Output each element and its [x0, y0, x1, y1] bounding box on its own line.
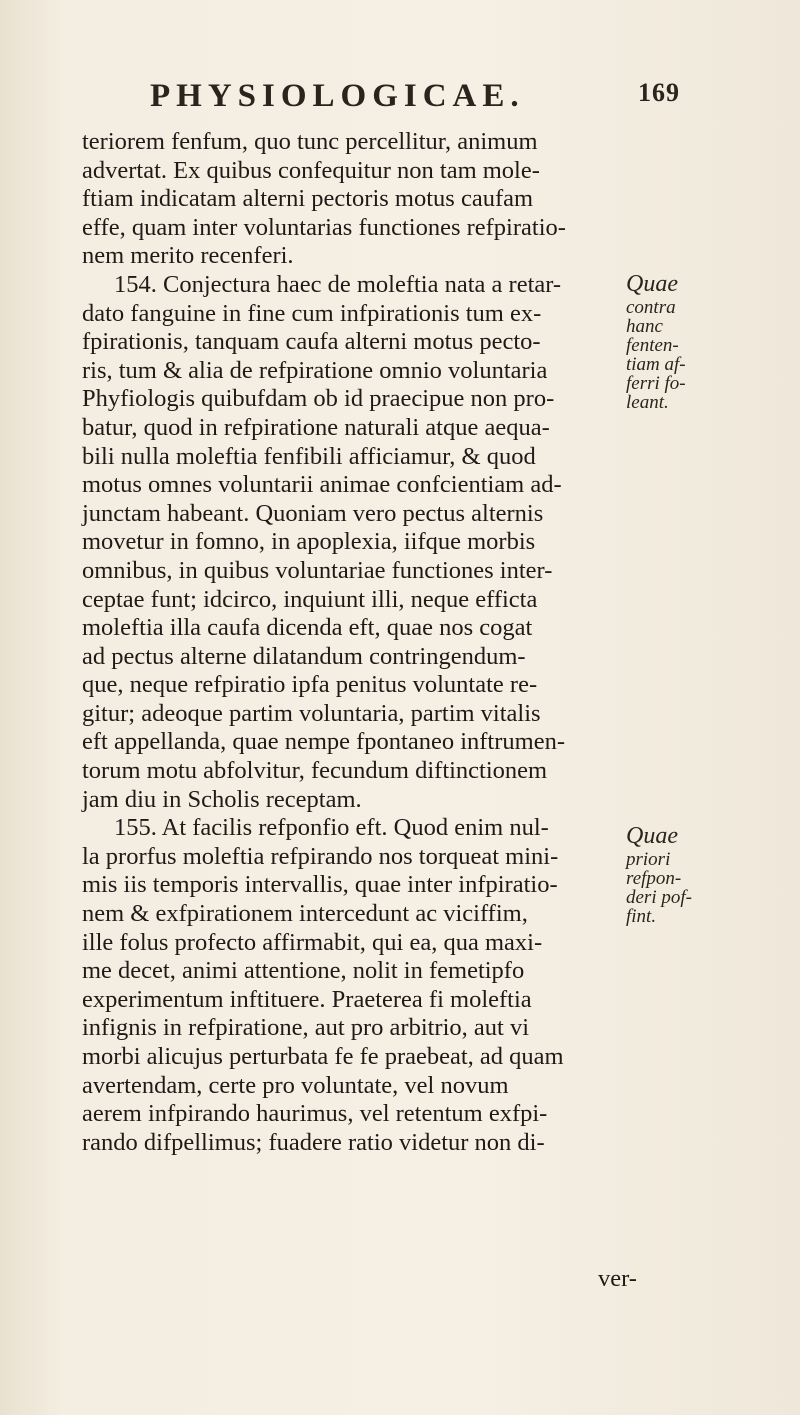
page-number: 169	[638, 78, 680, 107]
running-header	[150, 78, 680, 115]
margin-note-line: Quae	[626, 271, 678, 297]
text-line: eft appellanda, quae nempe fpontaneo inftrumen-	[82, 728, 565, 756]
margin-note-line: hanc	[626, 316, 663, 337]
text-line: gitur; adeoque partim voluntaria, partim vitalis	[82, 699, 541, 727]
margin-note-line: fenten-	[626, 335, 679, 356]
margin-note-line: tiam af-	[626, 354, 686, 375]
text-line: nem & exfpirationem intercedunt ac viciffim,	[82, 900, 528, 928]
text-line: me decet, animi attentione, nolit in femetipfo	[82, 957, 525, 985]
text-line: torum motu abfolvitur, fecundum diftinctionem	[82, 757, 548, 785]
text-line: experimentum inftituere. Praeterea fi moleftia	[82, 985, 532, 1013]
margin-note-line: Quae	[626, 823, 678, 849]
text-line: morbi alicujus perturbata fe fe praebeat, ad quam	[82, 1043, 564, 1070]
text-line: avertendam, certe pro voluntate, vel novum	[82, 1071, 509, 1099]
margin-note-1	[626, 270, 746, 412]
text-line: la prorfus moleftia refpirando nos torqueat mini-	[82, 842, 559, 870]
text-line: 155. At facilis refponfio eft. Quod enim nul-	[114, 814, 549, 842]
text-line: infignis in refpiratione, aut pro arbitrio, aut vi	[82, 1014, 530, 1042]
text-line: aerem infpirando haurimus, vel retentum exfpi-	[82, 1100, 548, 1128]
main-text	[82, 128, 622, 1157]
text-line: advertat. Ex quibus confequitur non tam mole-	[82, 156, 540, 184]
text-line: ceptae funt; idcirco, inquiunt illi, neque efficta	[82, 585, 538, 613]
text-line: ille folus profecto affirmabit, qui ea, qua maxi-	[82, 928, 543, 956]
text-line: 154. Conjectura haec de moleftia nata a retar-	[114, 270, 562, 298]
text-line: moleftia illa caufa dicenda eft, quae nos cogat	[82, 614, 533, 642]
text-line: nem merito recenferi.	[82, 242, 294, 270]
text-line: ad pectus alterne dilatandum contringendum-	[82, 642, 526, 670]
text-line: batur, quod in refpiratione naturali atque aequa-	[82, 413, 550, 441]
text-line: que, neque refpiratio ipfa penitus voluntate re-	[82, 671, 538, 699]
catchword: ver-	[598, 1265, 637, 1292]
margin-note-line: deri pof-	[626, 887, 692, 908]
margin-note-line: fint.	[626, 906, 657, 927]
running-title: PHYSIOLOGICAE.	[150, 78, 525, 114]
text-line: rando difpellimus; fuadere ratio videtur non di-	[82, 1128, 545, 1156]
margin-note-2	[626, 822, 746, 926]
text-line: fpirationis, tanquam caufa alterni motus pecto-	[82, 328, 541, 356]
text-line: mis iis temporis intervallis, quae inter infpiratio-	[82, 871, 558, 899]
text-line: teriorem fenfum, quo tunc percellitur, animum	[82, 128, 538, 155]
text-line: motus omnes voluntarii animae confcientiam ad-	[82, 471, 562, 499]
margin-note-line: priori	[626, 849, 671, 870]
margin-note-line: refpon-	[626, 868, 682, 889]
margin-note-line: contra	[626, 297, 676, 318]
margin-note-line: leant.	[626, 392, 669, 413]
text-line: bili nulla moleftia fenfibili afficiamur, & quod	[82, 442, 536, 470]
text-line: Phyfiologis quibufdam ob id praecipue non pro-	[82, 385, 555, 413]
text-line: dato fanguine in fine cum infpirationis tum ex-	[82, 299, 542, 327]
text-line: ftiam indicatam alterni pectoris motus caufam	[82, 185, 534, 213]
text-line: movetur in fomno, in apoplexia, iifque morbis	[82, 528, 536, 556]
text-line: junctam habeant. Quoniam vero pectus alternis	[82, 499, 544, 527]
text-line: ris, tum & alia de refpiratione omnio voluntaria	[82, 356, 548, 384]
text-line: omnibus, in quibus voluntariae functiones inter-	[82, 556, 553, 584]
text-line: jam diu in Scholis receptam.	[82, 785, 362, 813]
text-line: effe, quam inter voluntarias functiones refpiratio-	[82, 213, 566, 241]
margin-note-line: ferri fo-	[626, 373, 686, 394]
